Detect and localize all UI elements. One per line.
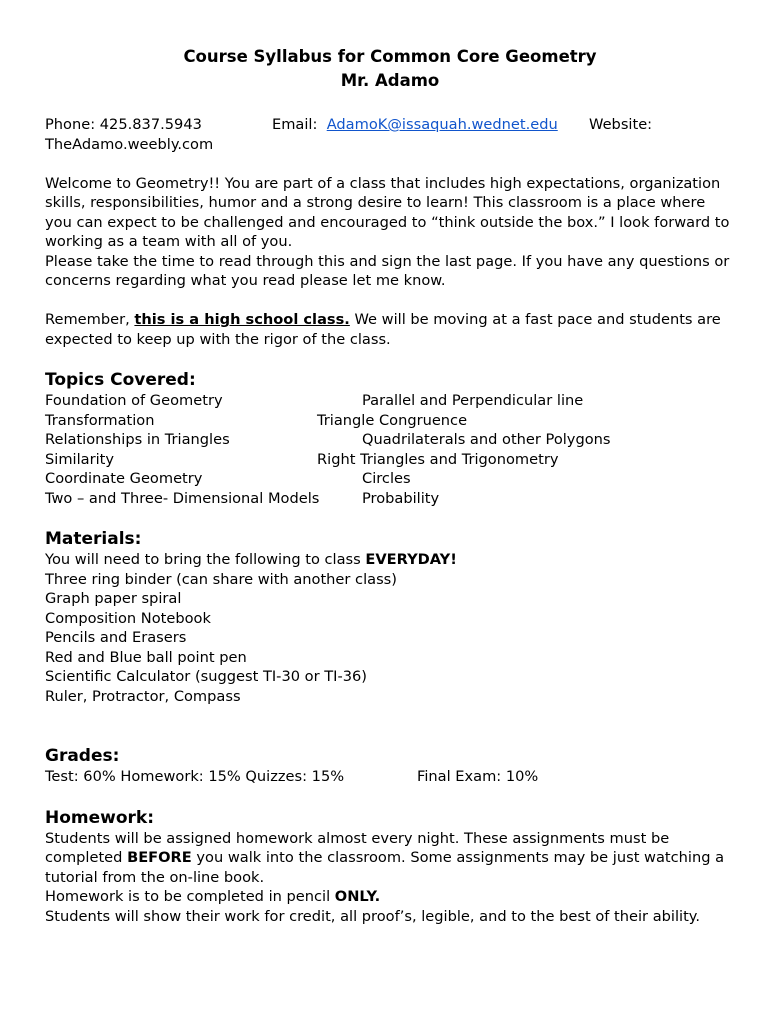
topic-item: Parallel and Perpendicular line (362, 392, 584, 409)
topic-item: Coordinate Geometry (45, 470, 203, 487)
syllabus-page (45, 45, 735, 926)
homework-heading: Homework: (45, 807, 155, 828)
homework-paragraph-3: Students will show their work for credit, all proof’s, legible, and to the best of their ability. (45, 907, 700, 925)
remember-prefix: Remember, (45, 311, 135, 328)
material-item: Three ring binder (can share with another class) (45, 570, 397, 588)
topic-item: Relationships in Triangles (45, 431, 230, 448)
remember-suffix: We will be moving at a fast pace and students are expected to keep up with the rigor of the class. (45, 311, 721, 348)
materials-heading: Materials: (45, 529, 142, 549)
final-exam-weight: Final Exam: 10% (417, 768, 539, 785)
grades-breakdown: Test: 60% Homework: 15% Quizzes: 15% (45, 768, 345, 785)
website-url: TheAdamo.weebly.com (45, 135, 214, 153)
materials-intro-prefix: You will need to bring the following to class (45, 551, 366, 568)
homework-p1-emphasis: BEFORE (127, 849, 192, 866)
topics-list (45, 391, 735, 508)
welcome-paragraph: Welcome to Geometry!! You are part of a class that includes high expectations, organization skills, responsibilities, humor and a strong desire to learn! This classroom is a place where you can expect to be challenged and encouraged to “think outside the box.” I look forward to working as a team with all of you. (45, 174, 730, 250)
topic-item: Two – and Three- Dimensional Models (45, 489, 320, 507)
topic-item: Probability (362, 489, 440, 507)
email-label: Email: (272, 116, 318, 133)
materials-intro (45, 550, 735, 570)
topic-item: Similarity (45, 450, 114, 468)
website-label: Website: (589, 116, 653, 133)
material-item: Red and Blue ball point pen (45, 648, 247, 666)
topic-item: Quadrilaterals and other Polygons (362, 431, 611, 448)
material-item: Ruler, Protractor, Compass (45, 687, 241, 705)
material-item: Scientific Calculator (suggest TI-30 or TI-36) (45, 668, 367, 685)
material-item: Graph paper spiral (45, 590, 182, 607)
homework-p1-suffix: you walk into the classroom. Some assignments may be just watching a tutorial from the on-line book. (45, 849, 725, 886)
homework-paragraph-1 (45, 829, 735, 888)
topic-item: Foundation of Geometry (45, 392, 223, 409)
material-item: Composition Notebook (45, 609, 211, 627)
homework-paragraph-2 (45, 887, 735, 907)
topic-item: Triangle Congruence (317, 411, 468, 429)
topic-item: Transformation (45, 411, 155, 429)
instructions-paragraph: Please take the time to read through this and sign the last page. If you have any questions or concerns regarding what you read please let me know. (45, 252, 730, 289)
email-line (272, 115, 558, 135)
topic-item: Right Triangles and Trigonometry (317, 450, 559, 468)
homework-p1-prefix: Students will be assigned homework almost every night. These assignments must be completed (45, 829, 670, 866)
teacher-name: Mr. Adamo (340, 71, 440, 90)
material-item: Pencils and Erasers (45, 629, 187, 646)
remember-paragraph (45, 310, 735, 349)
homework-p2-emphasis: ONLY. (334, 888, 381, 905)
topic-item: Circles (362, 470, 411, 487)
materials-intro-emphasis: EVERYDAY! (365, 551, 457, 568)
document-title: Course Syllabus for Common Core Geometry (183, 47, 597, 66)
topics-heading: Topics Covered: (45, 370, 196, 390)
contact-info (45, 115, 735, 154)
phone-number: Phone: 425.837.5943 (45, 116, 202, 133)
homework-p2-prefix: Homework is to be completed in pencil (45, 888, 335, 905)
remember-emphasis: this is a high school class. (134, 311, 350, 328)
grades-line (45, 767, 735, 787)
email-link[interactable]: AdamoK@issaquah.wednet.edu (326, 116, 558, 133)
grades-heading: Grades: (45, 746, 120, 766)
